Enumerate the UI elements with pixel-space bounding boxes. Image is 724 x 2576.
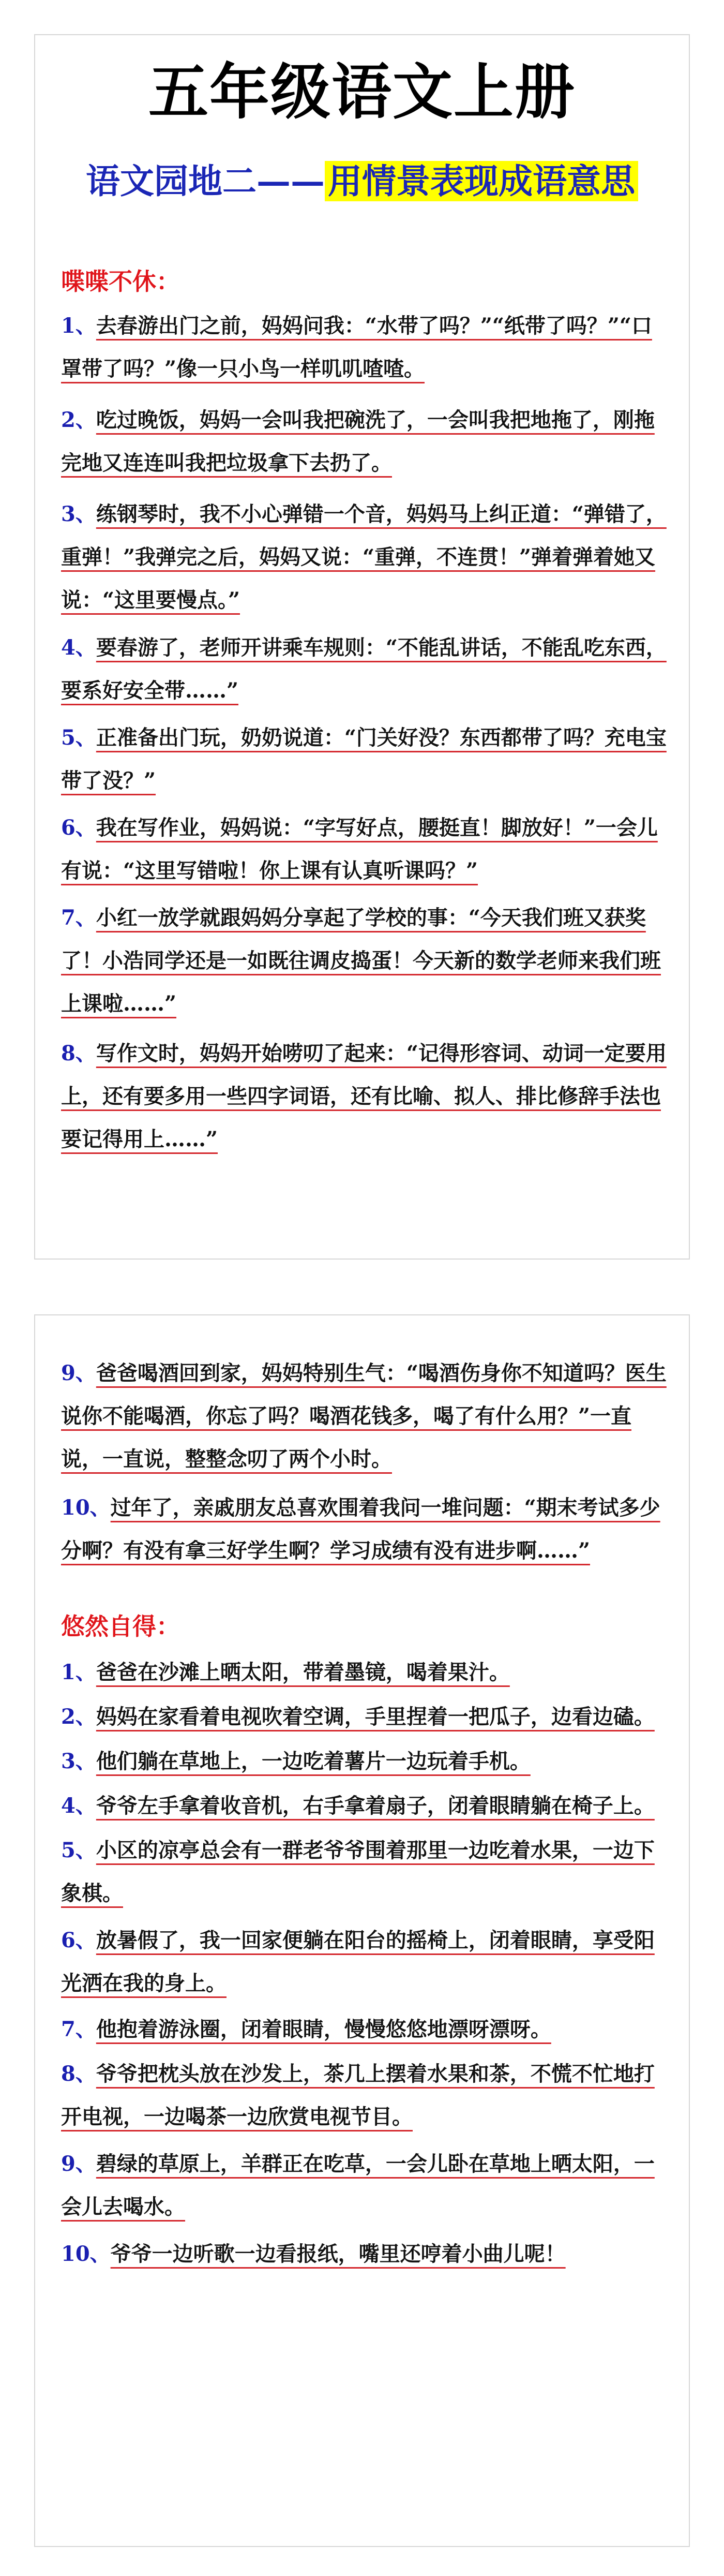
item-text: 小区的凉亭总会有一群老爷爷围着那里一边吃着水果，一边下象棋。 xyxy=(61,1838,655,1905)
item-number: 9、 xyxy=(61,1361,96,1385)
item-text: 写作文时，妈妈开始唠叨了起来：“记得形容词、动词一定要用上，还有要多用一些四字词语，还有比喻、拟人、排比修辞手法也要记得用上……” xyxy=(61,1041,667,1151)
subtitle-prefix: 语文园地二—— xyxy=(86,161,325,201)
item-text: 爷爷把枕头放在沙发上，茶几上摆着水果和茶，不慌不忙地打开电视，一边喝茶一边欣赏电视节目。 xyxy=(61,2062,655,2129)
item-text: 小红一放学就跟妈妈分享起了学校的事：“今天我们班又获奖了！小浩同学还是一如既往调皮捣蛋！今天新的数学老师来我们班上课啦……” xyxy=(61,906,661,1016)
item-number: 1、 xyxy=(61,1660,96,1684)
list-item xyxy=(61,1486,670,1572)
item-number: 4、 xyxy=(61,635,96,660)
list-item xyxy=(61,1352,670,1481)
item-number: 10、 xyxy=(61,1496,111,1520)
item-text: 过年了，亲戚朋友总喜欢围着我问一堆问题：“期末考试多少分啊？有没有拿三好学生啊？学习成绩有没有进步啊……” xyxy=(61,1496,660,1563)
list-item xyxy=(61,493,670,621)
item-text: 练钢琴时，我不小心弹错一个音，妈妈马上纠正道：“弹错了，重弹！”我弹完之后，妈妈又说：“重弹，不连贯！”弹着弹着她又说：“这里要慢点。” xyxy=(61,502,667,612)
list-item xyxy=(61,896,670,1025)
item-number: 6、 xyxy=(61,1928,96,1952)
item-text: 爷爷左手拿着收音机，右手拿着扇子，闭着眼睛躺在椅子上。 xyxy=(96,1794,655,1818)
list-item xyxy=(61,2142,670,2228)
item-text: 他们躺在草地上，一边吃着薯片一边玩着手机。 xyxy=(96,1749,531,1773)
item-text: 爸爸在沙滩上晒太阳，带着墨镜，喝着果汁。 xyxy=(96,1660,510,1684)
item-number: 4、 xyxy=(61,1794,96,1818)
item-number: 5、 xyxy=(61,1838,96,1862)
page-sheet-2 xyxy=(34,1314,690,2547)
item-number: 2、 xyxy=(61,1705,96,1729)
item-number: 10、 xyxy=(61,2242,111,2266)
section-heading-dieddie: 喋喋不休： xyxy=(61,268,180,295)
list-item xyxy=(61,1829,670,1915)
list-item xyxy=(61,626,670,712)
item-number: 5、 xyxy=(61,726,96,750)
item-text: 要春游了，老师开讲乘车规则：“不能乱讲话，不能乱吃东西，要系好安全带……” xyxy=(61,635,667,703)
page-title: 五年级语文上册 xyxy=(148,57,576,127)
item-text: 我在写作业，妈妈说：“字写好点，腰挺直！脚放好！”一会儿有说：“这里写错啦！你上课有认真听课吗？” xyxy=(61,816,658,883)
item-text: 爷爷一边听歌一边看报纸，嘴里还哼着小曲儿呢！ xyxy=(110,2242,566,2266)
item-number: 8、 xyxy=(61,2062,96,2086)
section-heading-youran: 悠然自得： xyxy=(61,1612,180,1640)
list-item xyxy=(61,806,670,892)
item-number: 3、 xyxy=(61,502,96,526)
list-item xyxy=(61,2008,670,2051)
list-item xyxy=(61,1695,670,1738)
list-item xyxy=(61,1919,670,2005)
list-item xyxy=(61,2232,670,2275)
list-item xyxy=(61,398,670,484)
list-item xyxy=(61,2052,670,2138)
list-item xyxy=(61,304,670,390)
item-number: 8、 xyxy=(61,1041,96,1065)
item-number: 2、 xyxy=(61,408,96,432)
item-text: 爸爸喝酒回到家，妈妈特别生气：“喝酒伤身你不知道吗？医生说你不能喝酒，你忘了吗？喝酒花钱多，喝了有什么用？”一直说，一直说，整整念叨了两个小时。 xyxy=(61,1361,667,1471)
item-number: 7、 xyxy=(61,2017,96,2041)
item-number: 9、 xyxy=(61,2152,96,2176)
item-text: 正准备出门玩，奶奶说道：“门关好没？东西都带了吗？充电宝带了没？” xyxy=(61,726,667,793)
item-text: 放暑假了，我一回家便躺在阳台的摇椅上，闭着眼睛，享受阳光洒在我的身上。 xyxy=(61,1928,655,1995)
item-number: 7、 xyxy=(61,906,96,930)
page-subtitle xyxy=(51,154,673,208)
page-sheet-1 xyxy=(34,34,690,1260)
item-number: 1、 xyxy=(61,314,96,338)
list-item xyxy=(61,1740,670,1783)
item-number: 3、 xyxy=(61,1749,96,1773)
item-number: 6、 xyxy=(61,816,96,840)
list-item xyxy=(61,1784,670,1827)
list-item xyxy=(61,716,670,802)
item-text: 吃过晚饭，妈妈一会叫我把碗洗了，一会叫我把地拖了，刚拖完地又连连叫我把垃圾拿下去扔了。 xyxy=(61,408,655,475)
subtitle-highlight: 用情景表现成语意思 xyxy=(325,161,638,201)
item-text: 妈妈在家看着电视吹着空调，手里捏着一把瓜子，边看边磕。 xyxy=(96,1705,655,1729)
item-text: 碧绿的草原上，羊群正在吃草，一会儿卧在草地上晒太阳，一会儿去喝水。 xyxy=(61,2152,655,2219)
item-text: 他抱着游泳圈，闭着眼睛，慢慢悠悠地漂呀漂呀。 xyxy=(96,2017,551,2041)
item-text: 去春游出门之前，妈妈问我：“水带了吗？”“纸带了吗？”“口罩带了吗？”像一只小鸟一样叽叽喳喳。 xyxy=(61,314,652,381)
list-item xyxy=(61,1651,670,1694)
list-item xyxy=(61,1032,670,1161)
